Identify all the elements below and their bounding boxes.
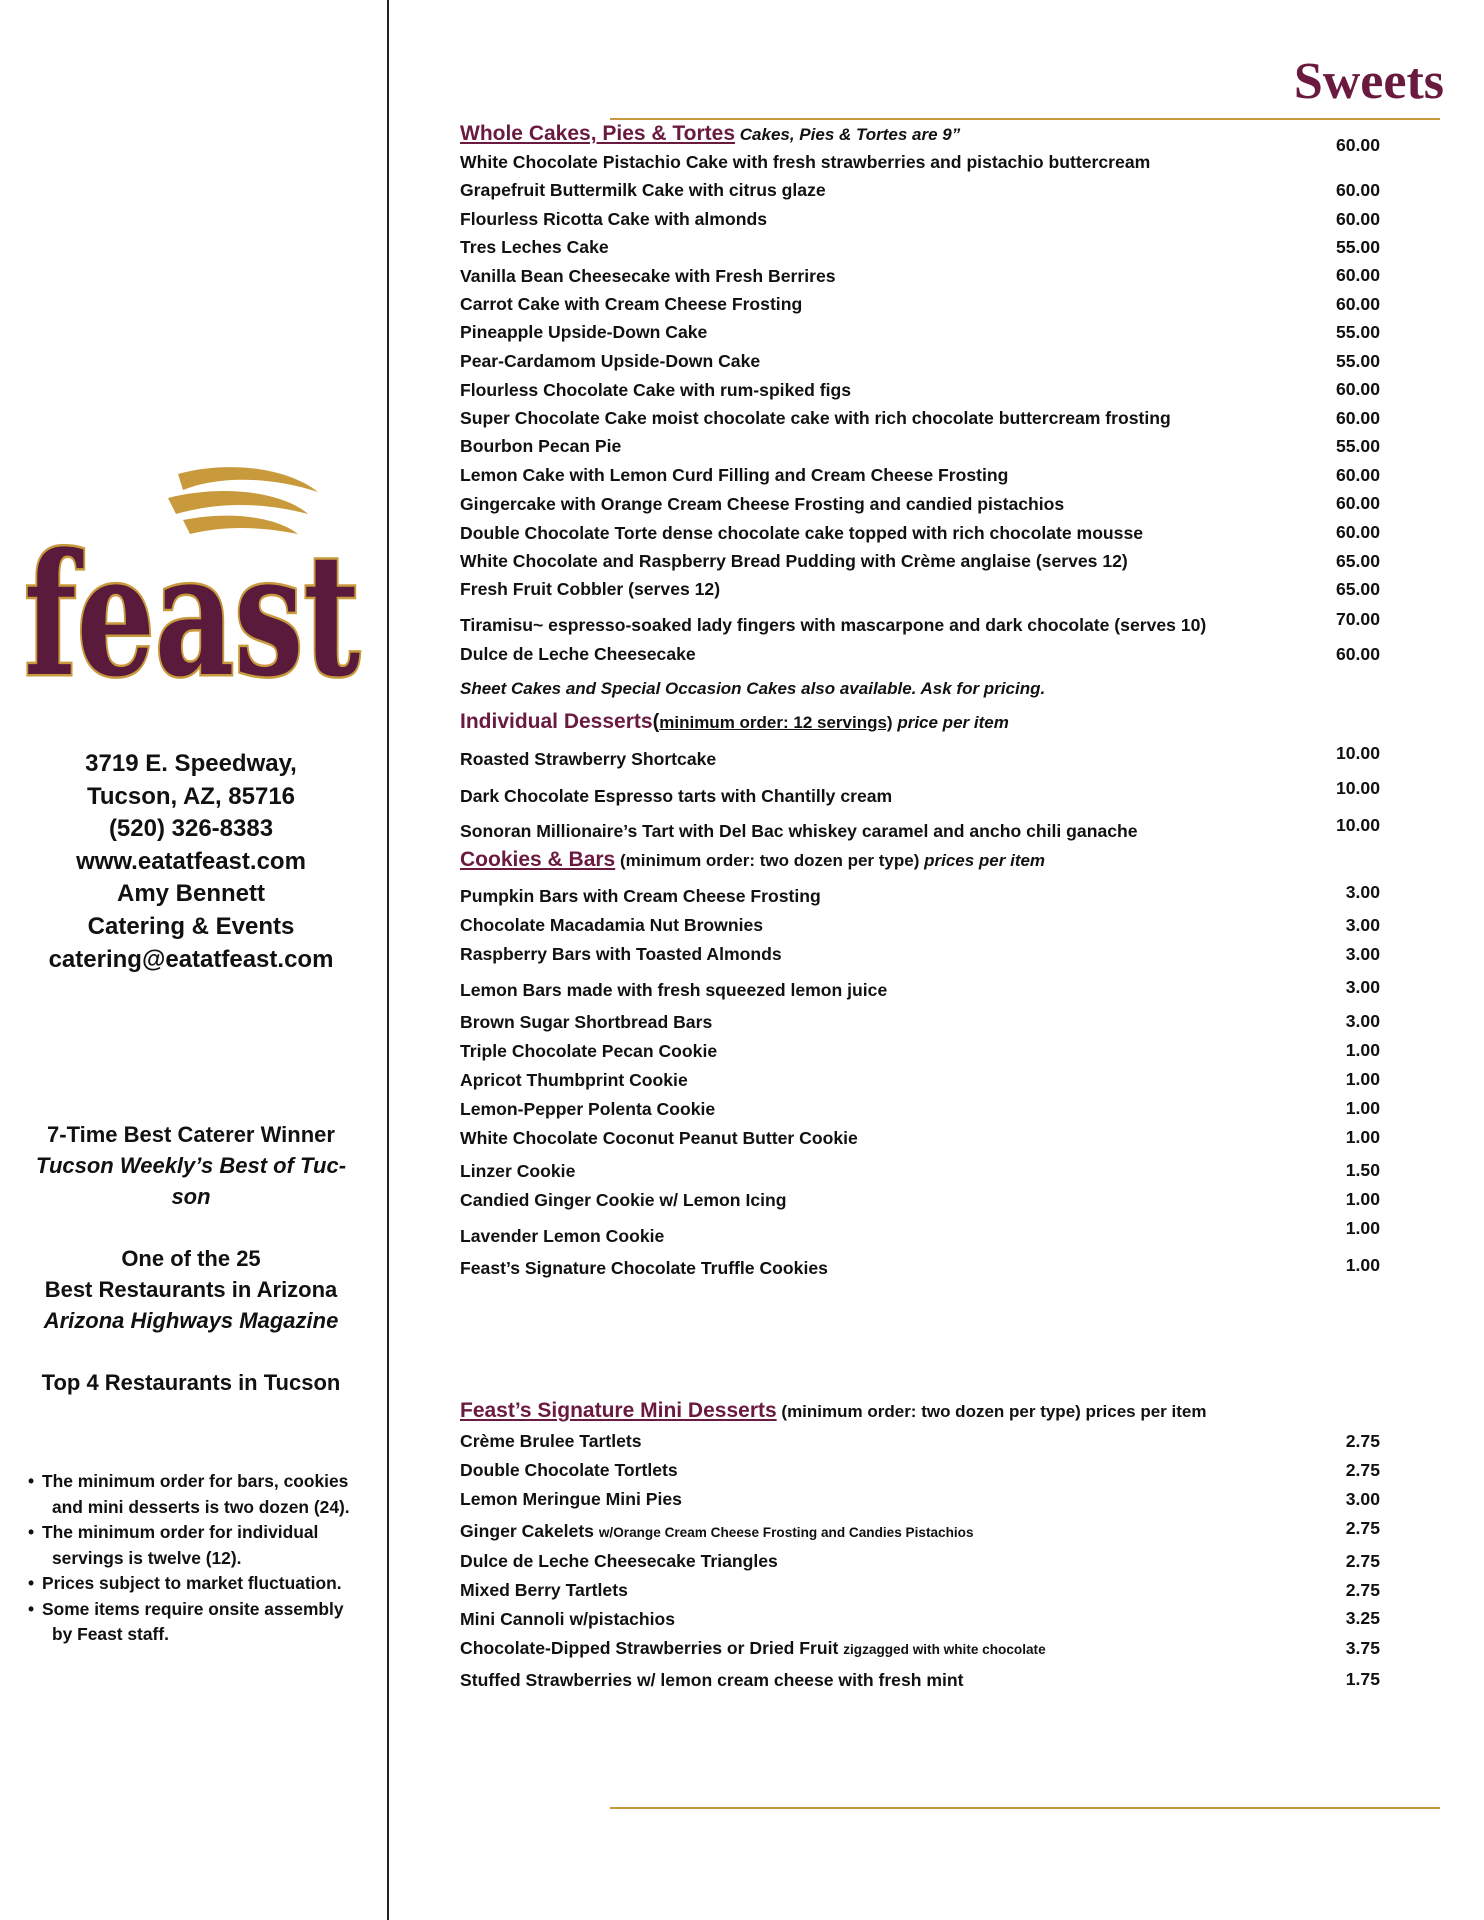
item-name: Lemon Meringue Mini Pies xyxy=(460,1489,682,1509)
item-name: Mixed Berry Tartlets xyxy=(460,1580,628,1600)
item-price: 10.00 xyxy=(1335,778,1380,798)
email: catering@eatatfeast.com xyxy=(48,945,334,973)
menu-item-name xyxy=(460,322,707,343)
address-line-2: Tucson, AZ, 85716 xyxy=(86,782,296,810)
menu-item-name xyxy=(460,1190,787,1211)
menu-item-name xyxy=(460,266,836,287)
menu-item-name xyxy=(460,944,782,965)
steam-swirl-2 xyxy=(168,491,308,514)
item-name: Tres Leches Cake xyxy=(460,237,609,257)
item-price: 55.00 xyxy=(1335,237,1380,257)
menu-item-name xyxy=(460,523,1143,544)
item-name: Carrot Cake with Cream Cheese Frosting xyxy=(460,294,803,314)
item-price: 60.00 xyxy=(1335,522,1380,542)
sidebar xyxy=(0,0,386,1920)
section-title: Whole Cakes, Pies & Tortes xyxy=(460,122,736,145)
item-price: 60.00 xyxy=(1335,408,1380,428)
item-name: Chocolate-Dipped Strawberries or Dried Fruit xyxy=(460,1638,839,1658)
menu-item-name xyxy=(460,1070,688,1091)
item-price: 1.00 xyxy=(1345,1218,1380,1238)
item-price: 60.00 xyxy=(1335,135,1380,155)
menu-item-name xyxy=(460,980,887,1001)
item-name: Triple Chocolate Pecan Cookie xyxy=(460,1041,718,1061)
item-name: Brown Sugar Shortbread Bars xyxy=(460,1012,713,1032)
section-header-cookies xyxy=(460,848,1045,872)
item-price: 3.75 xyxy=(1345,1638,1380,1658)
steam-swirl-1 xyxy=(178,467,318,492)
item-price: 60.00 xyxy=(1335,265,1380,285)
item-name: White Chocolate Pistachio Cake with fresh strawberries and pistachio buttercream xyxy=(460,152,1151,172)
menu-item-name xyxy=(460,380,851,401)
menu-item-name xyxy=(460,209,767,230)
item-name: Super Chocolate Cake moist chocolate cake with rich chocolate buttercream frosting xyxy=(460,408,1171,428)
item-name: Sonoran Millionaire’s Tart with Del Bac whiskey caramel and ancho chili ganache xyxy=(460,821,1138,841)
item-name: White Chocolate and Raspberry Bread Pudding with Crème anglaise (serves 12) xyxy=(460,551,1128,571)
item-name: Dark Chocolate Espresso tarts with Chantilly cream xyxy=(460,786,893,806)
website: www.eatatfeast.com xyxy=(76,847,306,875)
section-title: Feast’s Signature Mini Desserts xyxy=(460,1399,777,1422)
item-price: 65.00 xyxy=(1335,551,1380,571)
item-price: 1.50 xyxy=(1345,1160,1380,1180)
order-note: • The minimum order for bars, cookies and mini desserts is two dozen (24). xyxy=(28,1469,368,1520)
awards xyxy=(0,1119,382,1398)
menu-item-name xyxy=(460,1551,778,1572)
menu-item-name xyxy=(460,1580,628,1601)
menu-item-name xyxy=(460,237,609,258)
item-price: 1.00 xyxy=(1345,1127,1380,1147)
item-price: 55.00 xyxy=(1335,436,1380,456)
item-name: Bourbon Pecan Pie xyxy=(460,436,622,456)
item-name: Grapefruit Buttermilk Cake with citrus glaze xyxy=(460,180,826,200)
menu-item-name xyxy=(460,615,1206,636)
item-name: Pumpkin Bars with Cream Cheese Frosting xyxy=(460,886,821,906)
item-price: 3.00 xyxy=(1345,915,1380,935)
menu-item-name xyxy=(460,408,1171,429)
menu-item-name xyxy=(460,436,621,457)
item-price: 2.75 xyxy=(1345,1580,1380,1600)
menu-item-name xyxy=(460,915,763,936)
vertical-divider xyxy=(387,0,389,1920)
menu-item-name xyxy=(460,1258,828,1279)
department: Catering & Events xyxy=(87,912,295,940)
item-price: 60.00 xyxy=(1335,379,1380,399)
item-price: 3.00 xyxy=(1345,1489,1380,1509)
award-2-title-cont: Best Restaurants in Arizona xyxy=(44,1277,338,1302)
item-price: 60.00 xyxy=(1335,493,1380,513)
section-note-price: price per item xyxy=(897,713,1009,732)
item-price: 3.00 xyxy=(1345,944,1380,964)
item-name: White Chocolate Coconut Peanut Butter Cookie xyxy=(460,1128,858,1148)
order-note: • The minimum order for individual servings is twelve (12). xyxy=(28,1520,368,1571)
item-detail: zigzagged with white chocolate xyxy=(843,1642,1046,1657)
section-note: minimum order: 12 servings) xyxy=(659,713,893,732)
menu-item-name xyxy=(460,1609,675,1630)
item-name: Vanilla Bean Cheesecake with Fresh Berrires xyxy=(460,266,836,286)
menu-item-name xyxy=(460,1670,964,1691)
item-name: Double Chocolate Tortlets xyxy=(460,1460,678,1480)
item-name: Roasted Strawberry Shortcake xyxy=(460,749,717,769)
item-name: Gingercake with Orange Cream Cheese Frosting and candied pistachios xyxy=(460,494,1065,514)
menu-item-name xyxy=(460,1460,678,1481)
item-price: 1.00 xyxy=(1345,1255,1380,1275)
item-price: 60.00 xyxy=(1335,209,1380,229)
item-name: Mini Cannoli w/pistachios xyxy=(460,1609,676,1629)
item-price: 10.00 xyxy=(1335,743,1380,763)
menu-item-name xyxy=(460,644,696,665)
item-price: 55.00 xyxy=(1335,322,1380,342)
section-note-paren: ( xyxy=(652,711,660,733)
section-note: (minimum order: two dozen per type) xyxy=(619,851,920,870)
section-title: Cookies & Bars xyxy=(460,848,616,871)
contact-name: Amy Bennett xyxy=(116,880,266,908)
item-price: 1.00 xyxy=(1345,1069,1380,1089)
item-name: Crème Brulee Tartlets xyxy=(460,1431,642,1451)
item-price: 3.25 xyxy=(1345,1608,1380,1628)
feast-logo xyxy=(18,462,368,714)
item-name: Candied Ginger Cookie w/ Lemon Icing xyxy=(460,1190,787,1210)
menu-item-name xyxy=(460,1161,575,1182)
item-price: 1.75 xyxy=(1345,1669,1380,1689)
header-rule xyxy=(610,118,1440,120)
menu-item-name xyxy=(460,1099,715,1120)
award-3-title: Top 4 Restaurants in Tucson xyxy=(41,1370,341,1395)
award-1-source: Tucson Weekly’s Best of Tuc- xyxy=(35,1153,347,1178)
item-name: Apricot Thumbprint Cookie xyxy=(460,1070,688,1090)
award-2-title: One of the 25 xyxy=(121,1246,261,1271)
award-2-source: Arizona Highways Magazine xyxy=(43,1308,339,1333)
item-price: 60.00 xyxy=(1335,644,1380,664)
item-price: 3.00 xyxy=(1345,1011,1380,1031)
item-price: 1.00 xyxy=(1345,1189,1380,1209)
item-price: 60.00 xyxy=(1335,294,1380,314)
menu-item-name xyxy=(460,1226,664,1247)
item-name: Lemon-Pepper Polenta Cookie xyxy=(460,1099,716,1119)
menu-item-name xyxy=(460,180,826,201)
menu-item-name xyxy=(460,1041,717,1062)
item-name: Flourless Chocolate Cake with rum-spiked figs xyxy=(460,380,852,400)
section-note: Cakes, Pies & Tortes are 9” xyxy=(739,125,961,144)
phone: (520) 326-8383 xyxy=(108,815,274,843)
order-note: • Prices subject to market fluctuation. xyxy=(28,1571,368,1597)
item-name: Linzer Cookie xyxy=(460,1161,576,1181)
menu-item-name xyxy=(460,786,892,807)
section-header-individual xyxy=(460,710,1009,734)
item-name: Dulce de Leche Cheesecake xyxy=(460,644,696,664)
item-price: 1.00 xyxy=(1345,1098,1380,1118)
item-price: 55.00 xyxy=(1335,351,1380,371)
menu-item-name xyxy=(460,1638,1046,1659)
item-price: 1.00 xyxy=(1345,1040,1380,1060)
item-detail: w/Orange Cream Cheese Frosting and Candies Pistachios xyxy=(598,1525,974,1540)
section-note-price: prices per item xyxy=(924,851,1046,870)
item-name: Double Chocolate Torte dense chocolate cake topped with rich chocolate mousse xyxy=(460,523,1144,543)
section-header-mini xyxy=(460,1399,1206,1423)
footer-rule xyxy=(610,1807,1440,1809)
menu-item-name xyxy=(460,1431,642,1452)
menu-item-name xyxy=(460,351,760,372)
item-name: Raspberry Bars with Toasted Almonds xyxy=(460,944,782,964)
menu-item-name xyxy=(460,465,1008,486)
item-price: 2.75 xyxy=(1345,1431,1380,1451)
item-price: 3.00 xyxy=(1345,882,1380,902)
item-name: Pear-Cardamom Upside-Down Cake xyxy=(460,351,761,371)
menu-item-name xyxy=(460,551,1128,572)
menu-item-name xyxy=(460,1128,858,1149)
section-header-cakes xyxy=(460,122,960,146)
item-price: 65.00 xyxy=(1335,579,1380,599)
item-price: 10.00 xyxy=(1335,815,1380,835)
menu-item-name xyxy=(460,1489,682,1510)
menu-item-name xyxy=(460,821,1138,842)
address-line-1: 3719 E. Speedway, xyxy=(85,750,297,777)
menu-item-name xyxy=(460,1012,712,1033)
item-name: Tiramisu~ espresso-soaked lady fingers with mascarpone and dark chocolate (serves 10) xyxy=(460,615,1207,635)
award-1-title: 7-Time Best Caterer Winner xyxy=(47,1122,335,1147)
menu-item-name xyxy=(460,579,720,600)
item-name: Pineapple Upside-Down Cake xyxy=(460,322,708,342)
item-name: Lavender Lemon Cookie xyxy=(460,1226,665,1246)
item-name: Flourless Ricotta Cake with almonds xyxy=(460,209,767,229)
logo-wordmark: feast xyxy=(24,516,360,714)
page-title: Sweets xyxy=(1293,53,1444,110)
item-price: 2.75 xyxy=(1345,1518,1380,1538)
menu-item-name xyxy=(460,886,821,907)
item-price: 60.00 xyxy=(1335,465,1380,485)
item-name: Lemon Bars made with fresh squeezed lemon juice xyxy=(460,980,888,1000)
item-name: Ginger Cakelets xyxy=(460,1521,594,1541)
section-title: Individual Desserts xyxy=(460,710,653,733)
item-name: Stuffed Strawberries w/ lemon cream cheese with fresh mint xyxy=(460,1670,964,1690)
item-price: 3.00 xyxy=(1345,977,1380,997)
menu-item-name xyxy=(460,1521,974,1542)
cakes-footnote: Sheet Cakes and Special Occasion Cakes also available. Ask for pricing. xyxy=(460,679,1046,698)
item-price: 2.75 xyxy=(1345,1551,1380,1571)
item-name: Dulce de Leche Cheesecake Triangles xyxy=(460,1551,778,1571)
item-price: 2.75 xyxy=(1345,1460,1380,1480)
section-note: (minimum order: two dozen per type) prices per item xyxy=(781,1402,1207,1421)
order-notes xyxy=(28,1469,368,1648)
item-price: 70.00 xyxy=(1335,609,1380,629)
item-name: Fresh Fruit Cobbler (serves 12) xyxy=(460,579,721,599)
menu-item-name xyxy=(460,749,716,770)
menu-item-name xyxy=(460,494,1064,515)
menu-item-name xyxy=(460,152,1150,173)
item-name: Chocolate Macadamia Nut Brownies xyxy=(460,915,764,935)
order-note: • Some items require onsite assembly by Feast staff. xyxy=(28,1597,368,1648)
award-1-source-cont: son xyxy=(171,1184,211,1209)
item-price: 60.00 xyxy=(1335,180,1380,200)
item-name: Feast’s Signature Chocolate Truffle Cookies xyxy=(460,1258,828,1278)
contact-info xyxy=(0,748,382,976)
menu-item-name xyxy=(460,294,802,315)
item-name: Lemon Cake with Lemon Curd Filling and Cream Cheese Frosting xyxy=(460,465,1009,485)
